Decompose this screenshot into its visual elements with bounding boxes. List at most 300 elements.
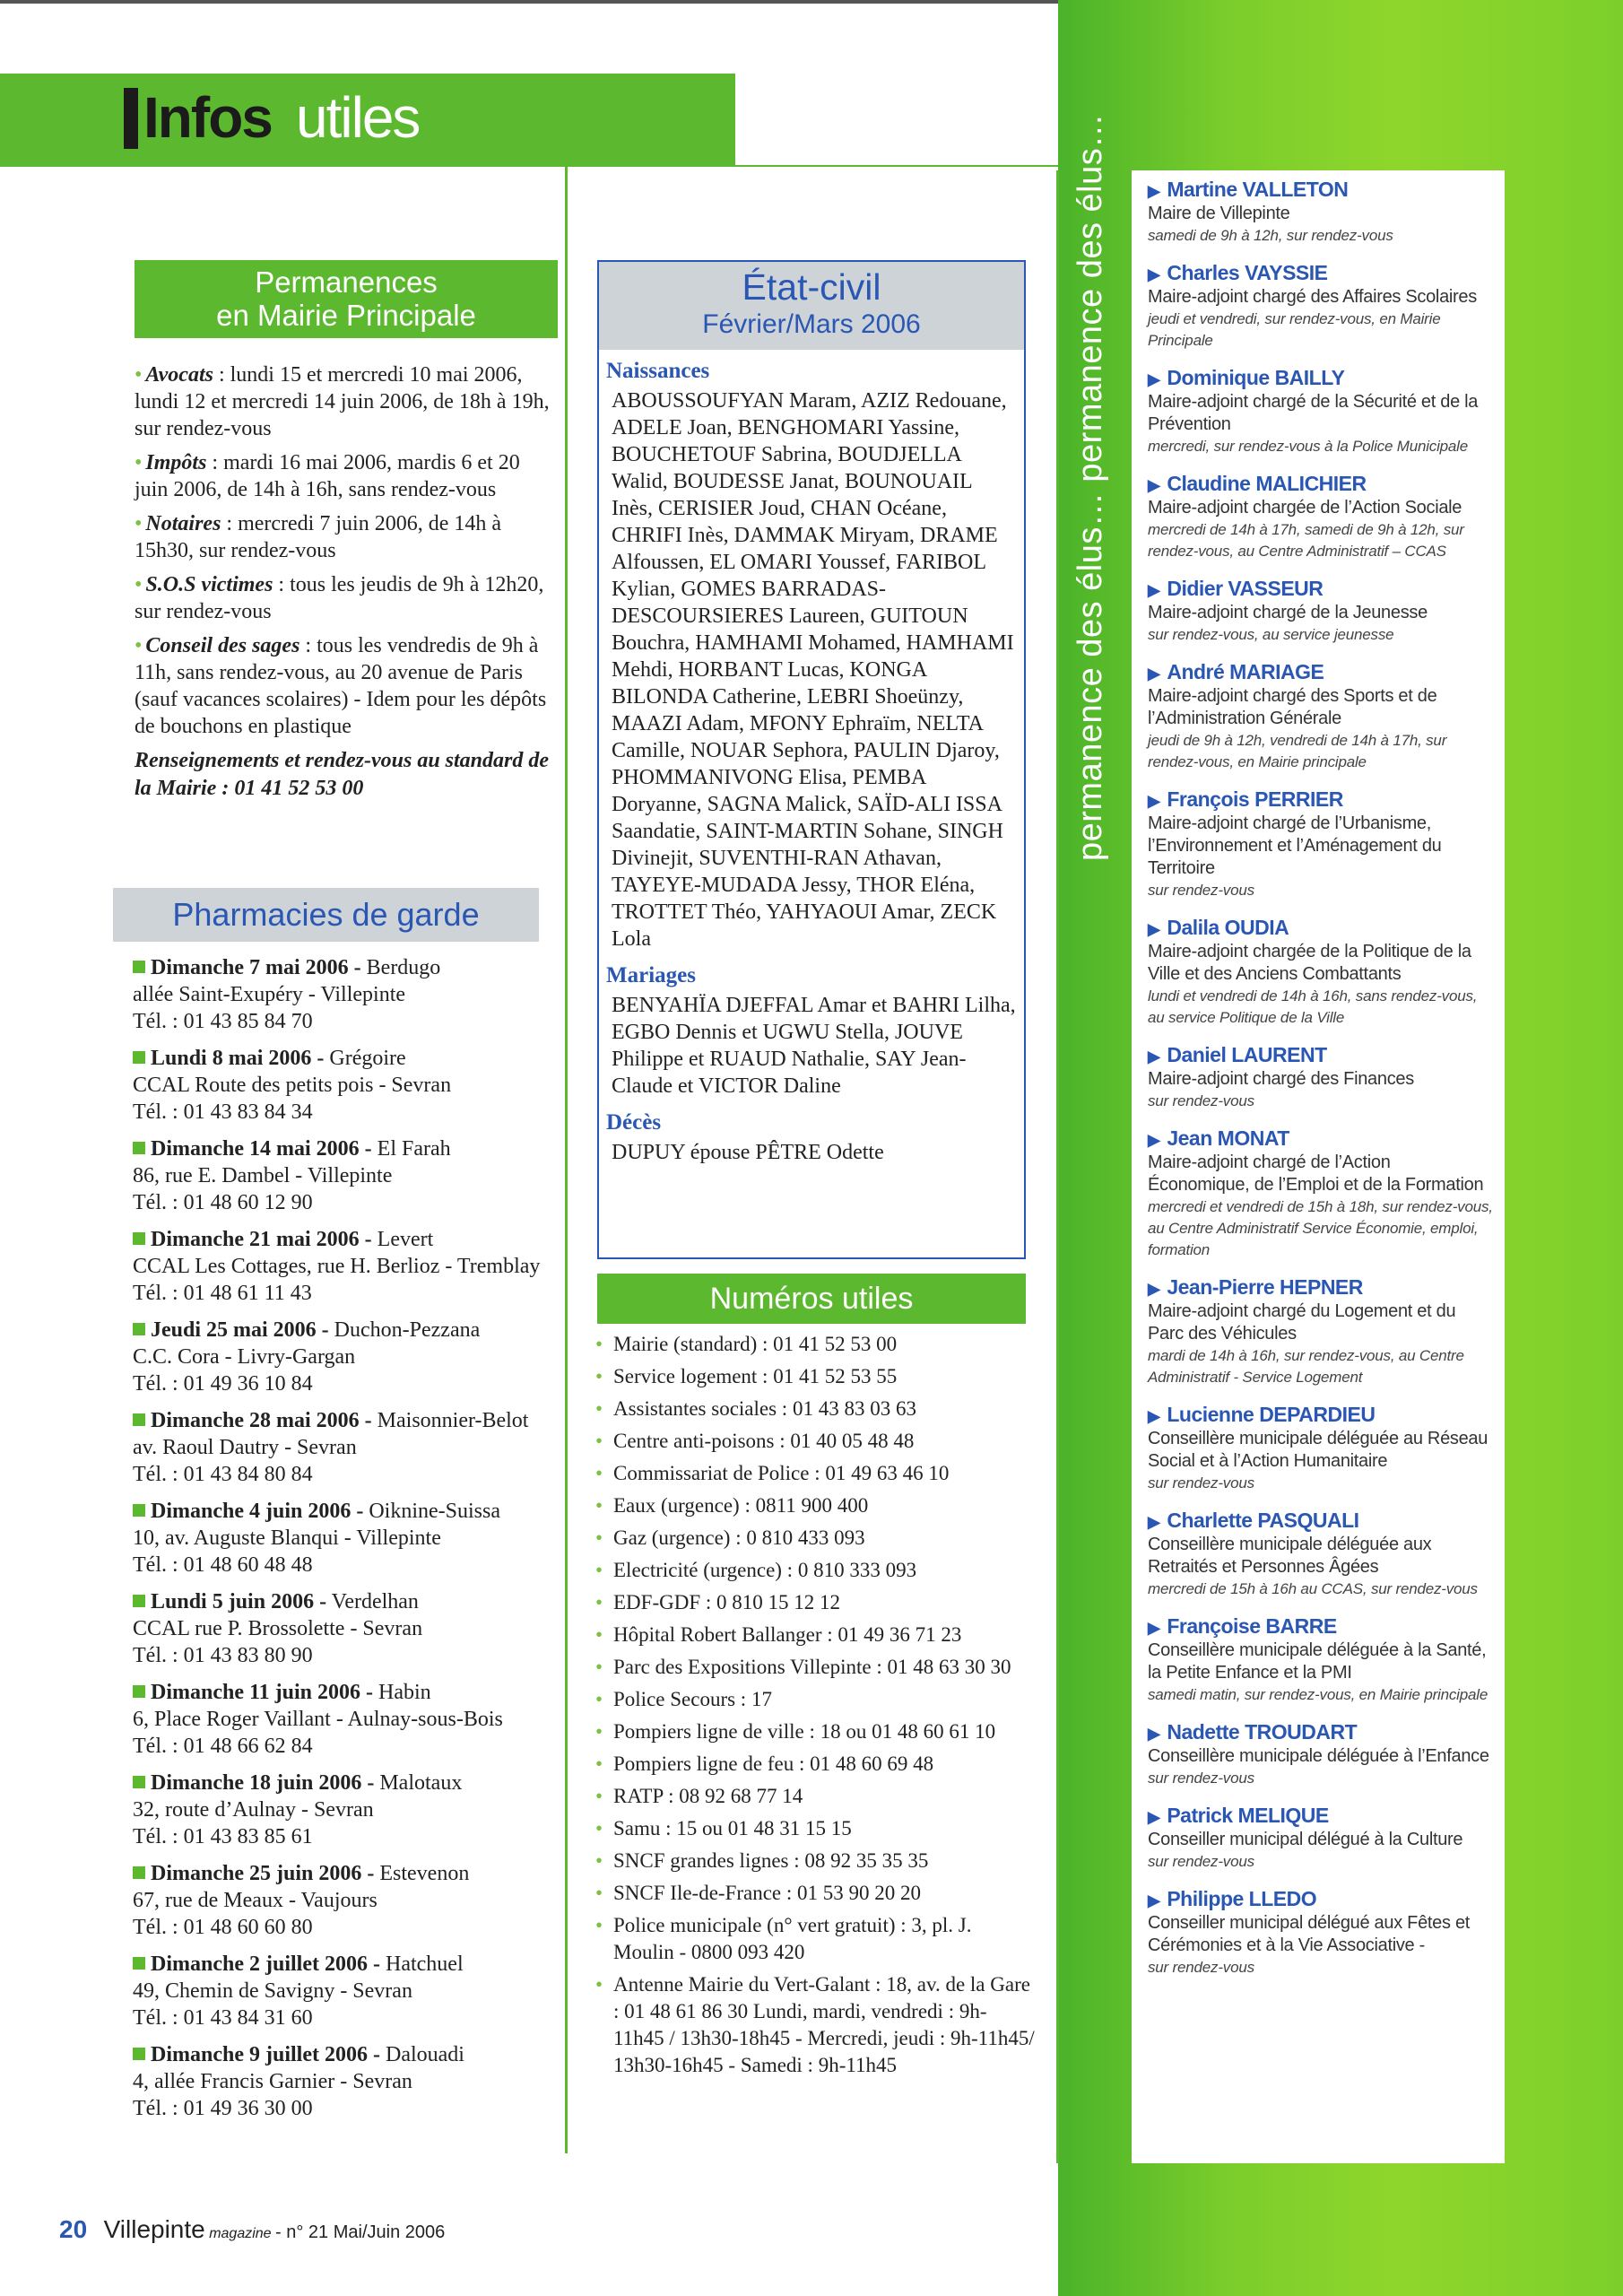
- pharmacy-item: [133, 2041, 563, 2122]
- bullet-icon: •: [595, 1526, 603, 1549]
- pharmacy-item: [133, 1588, 563, 1669]
- pharmacy-name: Estevenon: [374, 1862, 470, 1885]
- elu-name-text: André MARIAGE: [1167, 660, 1324, 683]
- elu-entry: [1148, 178, 1496, 247]
- elu-schedule: sur rendez-vous: [1148, 1853, 1254, 1870]
- permanence-label-text: Notaires: [145, 512, 221, 535]
- permanence-text: : mardi 16 mai 2006, mardis 6 et 20 juin 2006, de 14h à 16h, sans rendez-vous: [135, 451, 520, 501]
- elu-name-text: Dalila OUDIA: [1167, 916, 1289, 939]
- pharmacy-name: Berdugo: [360, 956, 441, 979]
- elu-entry: [1148, 1804, 1496, 1873]
- permanence-text: : lundi 15 et mercredi 10 mai 2006, lundi 12 et mercredi 14 juin 2006, de 18h à 19h, sur rendez-vous: [135, 363, 550, 440]
- arrow-icon: ▶: [1148, 1048, 1160, 1065]
- useful-number: [595, 1815, 1035, 1842]
- permanence-item: [135, 449, 558, 503]
- elu-schedule: mardi de 14h à 16h, sur rendez-vous, au Centre Administratif - Service Logement: [1148, 1347, 1464, 1386]
- pharmacy-phone: Tél. : 01 48 60 60 80: [133, 1916, 313, 1939]
- pharmacy-name: Habin: [373, 1681, 431, 1704]
- pharmacy-phone: Tél. : 01 49 36 30 00: [133, 2097, 313, 2120]
- elu-role: Conseillère municipale déléguée au Réseau Social et à l’Action Humanitaire: [1148, 1429, 1488, 1471]
- magazine-label: magazine: [209, 2226, 272, 2241]
- top-rule: [0, 0, 1058, 4]
- elu-name: [1148, 1804, 1496, 1829]
- elu-name-text: Françoise BARRE: [1167, 1614, 1337, 1638]
- bullet-icon: •: [595, 1559, 603, 1581]
- pharmacy-address: CCAL Route des petits pois - Sevran: [133, 1074, 452, 1097]
- pharmacy-date: Dimanche 7 mai 2006 -: [151, 956, 361, 979]
- pharmacy-address: C.C. Cora - Livry-Gargan: [133, 1345, 356, 1369]
- arrow-icon: ▶: [1148, 792, 1160, 810]
- elu-schedule: mercredi et vendredi de 15h à 18h, sur rendez-vous, au Centre Administratif Service Économie, emploi, formation: [1148, 1198, 1493, 1258]
- useful-number: [595, 1783, 1035, 1810]
- pharmacy-name: El Farah: [371, 1137, 451, 1161]
- useful-number: [595, 1363, 1035, 1390]
- bullet-icon: •: [595, 1430, 603, 1452]
- elu-name: [1148, 1403, 1496, 1428]
- etat-civil-box: [597, 260, 1026, 1259]
- elu-name: [1148, 1126, 1496, 1152]
- elu-name: [1148, 577, 1496, 602]
- useful-number-text: Assistantes sociales : 01 43 83 03 63: [613, 1397, 916, 1420]
- useful-number-text: Pompiers ligne de feu : 01 48 60 69 48: [613, 1752, 934, 1775]
- elu-schedule: sur rendez-vous: [1148, 1092, 1254, 1109]
- useful-number: [595, 1525, 1035, 1552]
- elu-name: [1148, 366, 1496, 391]
- mariages-title: Mariages: [606, 963, 696, 987]
- square-bullet-icon: [133, 1232, 145, 1245]
- square-bullet-icon: [133, 1866, 145, 1879]
- arrow-icon: ▶: [1148, 1407, 1160, 1425]
- pharmacy-name: Malotaux: [374, 1771, 463, 1795]
- useful-number-text: Eaux (urgence) : 0811 900 400: [613, 1494, 869, 1517]
- arrow-icon: ▶: [1148, 1513, 1160, 1531]
- pharmacy-address: allée Saint-Exupéry - Villepinte: [133, 983, 406, 1006]
- elus-panel: [1132, 170, 1505, 2163]
- permanence-label: [145, 363, 213, 387]
- elu-name-text: Lucienne DEPARDIEU: [1167, 1403, 1376, 1426]
- elu-schedule: mercredi de 15h à 16h au CCAS, sur rendez-vous: [1148, 1580, 1478, 1597]
- elu-schedule: sur rendez-vous, au service jeunesse: [1148, 626, 1394, 643]
- pharmacy-phone: Tél. : 01 43 85 84 70: [133, 1010, 313, 1033]
- useful-number: [595, 1751, 1035, 1778]
- bullet-icon: •: [595, 1973, 603, 1996]
- elu-name-text: Claudine MALICHIER: [1167, 472, 1367, 495]
- square-bullet-icon: [133, 1776, 145, 1788]
- column-divider-left: [565, 167, 568, 2153]
- permanences-heading-line2: en Mairie Principale: [216, 299, 476, 332]
- elu-name: [1148, 1509, 1496, 1534]
- elu-name-text: Jean-Pierre HEPNER: [1167, 1275, 1363, 1299]
- useful-number: [595, 1428, 1035, 1455]
- pharmacy-address: 6, Place Roger Vaillant - Aulnay-sous-Bois: [133, 1708, 503, 1731]
- elu-name-text: Jean MONAT: [1167, 1126, 1289, 1150]
- elu-schedule: sur rendez-vous: [1148, 1474, 1254, 1492]
- arrow-icon: ▶: [1148, 182, 1160, 200]
- elu-role: Maire-adjoint chargé du Logement et du Parc des Véhicules: [1148, 1301, 1456, 1344]
- arrow-icon: ▶: [1148, 1808, 1160, 1826]
- pharmacy-phone: Tél. : 01 43 83 85 61: [133, 1825, 313, 1848]
- pharmacy-name: Dalouadi: [379, 2043, 464, 2066]
- elu-role: Conseillère municipale déléguée à l’Enfance: [1148, 1746, 1489, 1766]
- elu-entry: [1148, 1043, 1496, 1112]
- pharmacies-heading: Pharmacies de garde: [113, 888, 539, 942]
- arrow-icon: ▶: [1148, 1725, 1160, 1743]
- deces-text: DUPUY épouse PÊTRE Odette: [612, 1141, 884, 1164]
- elu-name-text: Philippe LLEDO: [1167, 1887, 1317, 1910]
- column-divider-right: [1056, 170, 1059, 2163]
- pharmacy-address: av. Raoul Dautry - Sevran: [133, 1436, 357, 1459]
- bullet-icon: •: [595, 1720, 603, 1743]
- pharmacy-date: Dimanche 18 juin 2006 -: [151, 1771, 375, 1795]
- useful-number: [595, 1654, 1035, 1681]
- arrow-icon: ▶: [1148, 920, 1160, 938]
- elu-schedule: samedi de 9h à 12h, sur rendez-vous: [1148, 227, 1393, 244]
- permanences-list: [135, 361, 558, 740]
- elu-name: [1148, 1614, 1496, 1639]
- elu-role: Maire-adjoint chargé de la Sécurité et de la Prévention: [1148, 392, 1479, 434]
- useful-number: [595, 1971, 1035, 2079]
- title-mark: [124, 88, 138, 149]
- elu-entry: [1148, 916, 1496, 1029]
- permanences-heading-line1: Permanences: [255, 265, 438, 299]
- arrow-icon: ▶: [1148, 1131, 1160, 1149]
- title-rule: [735, 165, 1058, 167]
- elu-name-text: François PERRIER: [1167, 787, 1343, 811]
- etat-civil-body: [599, 350, 1024, 1166]
- useful-number-text: Centre anti-poisons : 01 40 05 48 48: [613, 1430, 915, 1452]
- pharmacy-name: Levert: [371, 1228, 434, 1251]
- elu-role: Maire-adjoint chargé des Affaires Scolaires: [1148, 287, 1477, 307]
- bullet-icon: •: [135, 363, 143, 387]
- pharmacy-address: 49, Chemin de Savigny - Sevran: [133, 1979, 412, 2003]
- elu-entry: [1148, 1720, 1496, 1789]
- pharmacy-date: Dimanche 4 juin 2006 -: [151, 1500, 364, 1523]
- bullet-icon: •: [595, 1462, 603, 1484]
- elu-role: Conseillère municipale déléguée à la Santé, la Petite Enfance et la PMI: [1148, 1640, 1487, 1683]
- square-bullet-icon: [133, 1685, 145, 1698]
- pharmacy-phone: Tél. : 01 49 36 10 84: [133, 1372, 313, 1396]
- permanence-label: [145, 573, 273, 596]
- page-title-bar: [0, 74, 735, 167]
- permanence-label-text: Avocats: [145, 363, 213, 387]
- elu-schedule: lundi et vendredi de 14h à 16h, sans rendez-vous, au service Politique de la Ville: [1148, 987, 1478, 1026]
- naissances-text: ABOUSSOUFYAN Maram, AZIZ Redouane, ADELE Joan, BENGHOMARI Yassine, BOUCHETOUF Sabrina, BOUDJELLA Walid, BOUDESSE Janat, BOUNOUAIL Inès, CERISIER Joud, CHAN Océane, CHRIFI Inès, DAMMAK Miryam, DRAME Alfoussen, EL OMARI Youssef, FARIBOL Kylian, GOMES BARRADAS-DESCOURSIERES Laureen, GUITOUN Bouchra, HAMHAMI Mohamed, HAMHAMI Mehdi, HORBANT Lucas, KONGA BILONDA Catherine, LEBRI Shoeünzy, MAAZI Adam, MFONY Ephraïm, NELTA Camille, NOUAR Sephora, PAULIN Djaroy, PHOMMANIVONG Elisa, PEMBA Doryanne, SAGNA Malick, SAÏD-ALI ISSA Saandatie, SAINT-MARTIN Sohane, SINGH Divinejit, SUVENTHI-RAN Athavan, TAYEYE-MUDADA Jessy, THOR Eléna, TROTTET Théo, YAHYAOUI Amar, ZECK Lola: [612, 389, 1014, 951]
- elu-name: [1148, 472, 1496, 497]
- elu-name-text: Daniel LAURENT: [1167, 1043, 1327, 1066]
- square-bullet-icon: [133, 1413, 145, 1426]
- bullet-icon: •: [595, 1785, 603, 1807]
- pharmacy-phone: Tél. : 01 48 66 62 84: [133, 1735, 313, 1758]
- pharmacy-date: Lundi 5 juin 2006 -: [151, 1590, 327, 1613]
- pharmacy-date: Dimanche 14 mai 2006 -: [151, 1137, 372, 1161]
- square-bullet-icon: [133, 1504, 145, 1517]
- numeros-heading: Numéros utiles: [597, 1274, 1026, 1324]
- useful-number-text: Antenne Mairie du Vert-Galant : 18, av. de la Gare : 01 48 61 86 30 Lundi, mardi, vendredi : 9h-11h45 / 13h30-18h45 - Mercredi, jeudi : 9h-11h45/ 13h30-16h45 - Samedi : 9h-11h45: [613, 1973, 1035, 2076]
- elu-name: [1148, 916, 1496, 941]
- pharmacy-phone: Tél. : 01 48 61 11 43: [133, 1282, 312, 1305]
- pharmacy-address: 32, route d’Aulnay - Sevran: [133, 1798, 374, 1822]
- useful-number-text: Pompiers ligne de ville : 18 ou 01 48 60 61 10: [613, 1720, 996, 1743]
- elu-name: [1148, 1275, 1496, 1300]
- bullet-icon: •: [595, 1333, 603, 1355]
- useful-number-text: Gaz (urgence) : 0 810 433 093: [613, 1526, 865, 1549]
- elu-role: Maire-adjoint chargé de l’Urbanisme, l’Environnement et l’Aménagement du Territoire: [1148, 813, 1442, 878]
- pharmacy-item: [133, 1045, 563, 1126]
- elu-name: [1148, 261, 1496, 286]
- bullet-icon: •: [135, 573, 143, 596]
- permanence-item: [135, 571, 558, 625]
- permanence-text: : tous les vendredis de 9h à 11h, sans rendez-vous, au 20 avenue de Paris (sauf vacances scolaires) - Idem pour les dépôts de bouchons en plastique: [135, 634, 547, 738]
- elu-name-text: Charles VAYSSIE: [1167, 261, 1328, 284]
- useful-number-text: Service logement : 01 41 52 53 55: [613, 1365, 898, 1387]
- useful-number-text: Commissariat de Police : 01 49 63 46 10: [613, 1462, 950, 1484]
- bullet-icon: •: [595, 1494, 603, 1517]
- bullet-icon: •: [595, 1882, 603, 1904]
- bullet-icon: •: [595, 1365, 603, 1387]
- etat-civil-title: État-civil: [742, 266, 881, 308]
- permanence-label-text: Conseil des sages: [145, 634, 300, 657]
- arrow-icon: ▶: [1148, 1280, 1160, 1298]
- useful-number: [595, 1331, 1035, 1358]
- bullet-icon: •: [595, 1817, 603, 1839]
- elu-schedule: sur rendez-vous: [1148, 1959, 1254, 1976]
- issue-info: - n° 21 Mai/Juin 2006: [275, 2222, 446, 2242]
- useful-number-text: Electricité (urgence) : 0 810 333 093: [613, 1559, 917, 1581]
- page-title-light: utiles: [296, 85, 420, 150]
- arrow-icon: ▶: [1148, 370, 1160, 388]
- square-bullet-icon: [133, 961, 145, 973]
- permanence-text: : mercredi 7 juin 2006, de 14h à 15h30, sur rendez-vous: [135, 512, 501, 562]
- permanences-section: [135, 260, 558, 803]
- elu-entry: [1148, 660, 1496, 773]
- bullet-icon: •: [135, 512, 143, 535]
- pharmacy-phone: Tél. : 01 43 83 84 34: [133, 1100, 313, 1124]
- elu-role: Maire-adjoint chargé des Sports et de l’Administration Générale: [1148, 686, 1437, 728]
- elu-role: Maire-adjoint chargé de la Jeunesse: [1148, 603, 1428, 622]
- useful-number: [595, 1718, 1035, 1745]
- useful-number-text: Police Secours : 17: [613, 1688, 772, 1710]
- pharmacy-name: Verdelhan: [326, 1590, 419, 1613]
- bullet-icon: •: [595, 1688, 603, 1710]
- square-bullet-icon: [133, 2048, 145, 2060]
- arrow-icon: ▶: [1148, 476, 1160, 494]
- useful-number: [595, 1460, 1035, 1487]
- square-bullet-icon: [133, 1051, 145, 1064]
- pharmacy-address: 10, av. Auguste Blanqui - Villepinte: [133, 1526, 441, 1550]
- pharmacy-name: Hatchuel: [379, 1952, 464, 1976]
- elu-name: [1148, 178, 1496, 203]
- elu-entry: [1148, 1509, 1496, 1600]
- permanence-item: [135, 632, 558, 740]
- elu-role: Maire-adjoint chargé de l’Action Économique, de l’Emploi et de la Formation: [1148, 1152, 1484, 1195]
- bullet-icon: •: [135, 451, 143, 474]
- elu-role: Maire-adjoint chargé des Finances: [1148, 1069, 1414, 1089]
- bullet-icon: •: [595, 1914, 603, 1936]
- elu-schedule: sur rendez-vous: [1148, 882, 1254, 899]
- etat-civil-heading: [599, 262, 1024, 350]
- magazine-name: Villepinte: [103, 2215, 205, 2243]
- pharmacy-address: 4, allée Francis Garnier - Sevran: [133, 2070, 412, 2093]
- bullet-icon: •: [595, 1623, 603, 1646]
- useful-number-text: Parc des Expositions Villepinte : 01 48 63 30 30: [613, 1656, 1011, 1678]
- pharmacy-name: Grégoire: [324, 1047, 406, 1070]
- elu-entry: [1148, 261, 1496, 352]
- elu-name: [1148, 1043, 1496, 1068]
- elu-name-text: Nadette TROUDART: [1167, 1720, 1358, 1744]
- arrow-icon: ▶: [1148, 1892, 1160, 1909]
- useful-number-text: Hôpital Robert Ballanger : 01 49 36 71 23: [613, 1623, 962, 1646]
- elu-schedule: samedi matin, sur rendez-vous, en Mairie principale: [1148, 1686, 1488, 1703]
- pharmacies-list: [133, 954, 563, 2132]
- square-bullet-icon: [133, 1142, 145, 1154]
- elu-entry: [1148, 1403, 1496, 1494]
- pharmacy-address: CCAL rue P. Brossolette - Sevran: [133, 1617, 423, 1640]
- useful-number: [595, 1622, 1035, 1648]
- elu-name: [1148, 660, 1496, 685]
- elu-name: [1148, 1720, 1496, 1745]
- arrow-icon: ▶: [1148, 1619, 1160, 1637]
- elu-name-text: Patrick MELIQUE: [1167, 1804, 1329, 1827]
- elu-entry: [1148, 1275, 1496, 1388]
- useful-number-text: RATP : 08 92 68 77 14: [613, 1785, 803, 1807]
- arrow-icon: ▶: [1148, 265, 1160, 283]
- permanence-item: [135, 361, 558, 442]
- elu-schedule: mercredi, sur rendez-vous à la Police Municipale: [1148, 438, 1469, 455]
- pharmacy-item: [133, 954, 563, 1035]
- pharmacy-phone: Tél. : 01 43 84 31 60: [133, 2006, 313, 2030]
- pharmacy-address: 86, rue E. Dambel - Villepinte: [133, 1164, 393, 1187]
- elu-name-text: Didier VASSEUR: [1167, 577, 1324, 600]
- bullet-icon: •: [595, 1656, 603, 1678]
- pharmacy-item: [133, 1135, 563, 1216]
- elu-name-text: Martine VALLETON: [1167, 178, 1349, 201]
- permanence-label: [145, 634, 299, 657]
- useful-number-text: Police municipale (n° vert gratuit) : 3, pl. J. Moulin - 0800 093 420: [613, 1914, 972, 1963]
- pharmacy-address: CCAL Les Cottages, rue H. Berlioz - Tremblay: [133, 1255, 541, 1278]
- bullet-icon: •: [135, 634, 143, 657]
- page-title-bold: Infos: [143, 85, 272, 150]
- pharmacy-item: [133, 1860, 563, 1941]
- pharmacy-item: [133, 1951, 563, 2031]
- elu-role: Conseillère municipale déléguée aux Retraités et Personnes Âgées: [1148, 1535, 1432, 1577]
- arrow-icon: ▶: [1148, 665, 1160, 683]
- square-bullet-icon: [133, 1595, 145, 1607]
- elu-role: Maire-adjoint chargée de l’Action Sociale: [1148, 498, 1462, 517]
- elu-entry: [1148, 366, 1496, 457]
- pharmacy-date: Dimanche 28 mai 2006 -: [151, 1409, 372, 1432]
- vertical-label: permanence des élus… permanence des élus…: [1072, 113, 1109, 861]
- pharmacy-item: [133, 1498, 563, 1578]
- square-bullet-icon: [133, 1323, 145, 1335]
- elu-entry: [1148, 1126, 1496, 1261]
- numeros-list: [595, 1331, 1035, 2084]
- elu-name: [1148, 1887, 1496, 1912]
- pharmacy-item: [133, 1226, 563, 1307]
- footer: [59, 2215, 445, 2244]
- permanences-note: Renseignements et rendez-vous au standard de la Mairie : 01 41 52 53 00: [135, 749, 550, 800]
- useful-number: [595, 1589, 1035, 1616]
- mariages-text: BENYAHÏA DJEFFAL Amar et BAHRI Lilha, EGBO Dennis et UGWU Stella, JOUVE Philippe et RUAUD Nathalie, SAY Jean-Claude et VICTOR Daline: [612, 994, 1016, 1098]
- permanence-label-text: S.O.S victimes: [145, 573, 273, 596]
- permanence-label-text: Impôts: [145, 451, 207, 474]
- useful-number-text: SNCF Ile-de-France : 01 53 90 20 20: [613, 1882, 922, 1904]
- elu-name: [1148, 787, 1496, 813]
- elu-schedule: jeudi de 9h à 12h, vendredi de 14h à 17h, sur rendez-vous, en Mairie principale: [1148, 732, 1447, 770]
- pharmacy-address: 67, rue de Meaux - Vaujours: [133, 1889, 378, 1912]
- pharmacy-name: Oiknine-Suissa: [363, 1500, 501, 1523]
- elu-role: Maire-adjoint chargée de la Politique de la Ville et des Anciens Combattants: [1148, 942, 1471, 984]
- bullet-icon: •: [595, 1591, 603, 1613]
- pharmacy-phone: Tél. : 01 48 60 12 90: [133, 1191, 313, 1214]
- permanence-label: [145, 451, 206, 474]
- etat-civil-subtitle: Février/Mars 2006: [702, 309, 921, 339]
- useful-number-text: Samu : 15 ou 01 48 31 15 15: [613, 1817, 852, 1839]
- page-number: 20: [59, 2215, 88, 2243]
- pharmacy-date: Dimanche 9 juillet 2006 -: [151, 2043, 380, 2066]
- useful-number-text: Mairie (standard) : 01 41 52 53 00: [613, 1333, 898, 1355]
- pharmacy-item: [133, 1770, 563, 1850]
- elu-name-text: Dominique BAILLY: [1167, 366, 1345, 389]
- useful-number: [595, 1912, 1035, 1966]
- pharmacy-phone: Tél. : 01 43 83 80 90: [133, 1644, 313, 1667]
- pharmacy-name: Maisonnier-Belot: [371, 1409, 529, 1432]
- elu-role: Conseiller municipal délégué aux Fêtes et Cérémonies et à la Vie Associative -: [1148, 1913, 1471, 1955]
- pharmacy-date: Dimanche 11 juin 2006 -: [151, 1681, 374, 1704]
- pharmacy-item: [133, 1317, 563, 1397]
- pharmacy-name: Duchon-Pezzana: [328, 1318, 481, 1342]
- elu-entry: [1148, 1887, 1496, 1979]
- elu-name-text: Charlette PASQUALI: [1167, 1509, 1359, 1532]
- pharmacy-date: Jeudi 25 mai 2006 -: [151, 1318, 329, 1342]
- useful-number: [595, 1492, 1035, 1519]
- pharmacy-date: Dimanche 2 juillet 2006 -: [151, 1952, 380, 1976]
- useful-number-text: EDF-GDF : 0 810 15 12 12: [613, 1591, 841, 1613]
- useful-number: [595, 1686, 1035, 1713]
- deces-title: Décès: [606, 1110, 662, 1135]
- bullet-icon: •: [595, 1849, 603, 1872]
- elu-schedule: mercredi de 14h à 17h, samedi de 9h à 12h, sur rendez-vous, au Centre Administratif – CCAS: [1148, 521, 1464, 560]
- useful-number: [595, 1557, 1035, 1584]
- pharmacy-phone: Tél. : 01 48 60 48 48: [133, 1553, 313, 1577]
- square-bullet-icon: [133, 1957, 145, 1970]
- elu-entry: [1148, 1614, 1496, 1706]
- bullet-icon: •: [595, 1752, 603, 1775]
- pharmacy-item: [133, 1407, 563, 1488]
- elu-entry: [1148, 787, 1496, 901]
- elu-role: Maire de Villepinte: [1148, 204, 1290, 223]
- pharmacy-phone: Tél. : 01 43 84 80 84: [133, 1463, 313, 1486]
- useful-number: [595, 1880, 1035, 1907]
- pharmacy-date: Dimanche 25 juin 2006 -: [151, 1862, 375, 1885]
- elu-schedule: sur rendez-vous: [1148, 1770, 1254, 1787]
- elu-entry: [1148, 577, 1496, 646]
- naissances-title: Naissances: [606, 359, 710, 383]
- arrow-icon: ▶: [1148, 581, 1160, 599]
- useful-number-text: SNCF grandes lignes : 08 92 35 35 35: [613, 1849, 929, 1872]
- permanence-item: [135, 510, 558, 564]
- useful-number: [595, 1848, 1035, 1874]
- pharmacy-item: [133, 1679, 563, 1760]
- permanence-text: : tous les jeudis de 9h à 12h20, sur rendez-vous: [135, 573, 544, 623]
- elu-role: Conseiller municipal délégué à la Culture: [1148, 1830, 1463, 1849]
- permanence-label: [145, 512, 221, 535]
- useful-number: [595, 1396, 1035, 1422]
- elu-schedule: jeudi et vendredi, sur rendez-vous, en Mairie Principale: [1148, 310, 1441, 349]
- pharmacy-date: Lundi 8 mai 2006 -: [151, 1047, 325, 1070]
- bullet-icon: •: [595, 1397, 603, 1420]
- pharmacy-date: Dimanche 21 mai 2006 -: [151, 1228, 372, 1251]
- permanences-heading: [135, 260, 558, 338]
